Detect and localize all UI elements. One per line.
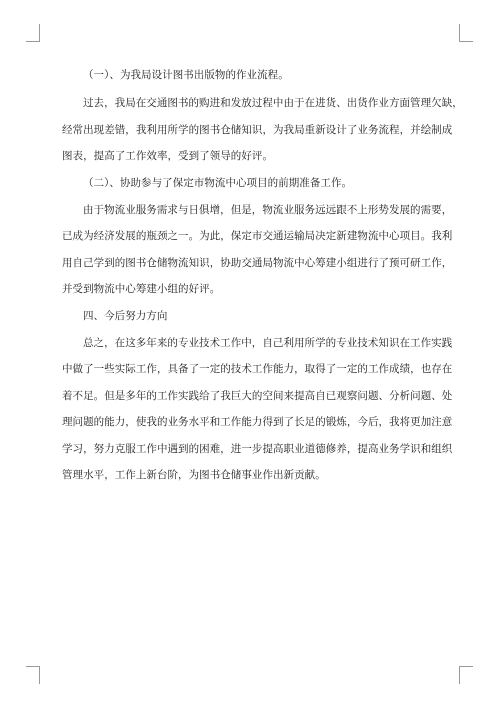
crop-mark-bottom-left	[26, 666, 40, 684]
paragraph-3-line-1: 总之，在这多年来的专业技术工作中，自己利用所学的专业技术知识在工作实践	[83, 337, 453, 349]
paragraph-1-line-1: 过去，我局在交通图书的购进和发放过程中由于在进货、出货作业方面管理欠缺，	[83, 97, 463, 109]
paragraph-2-line-1: 由于物流业服务需求与日俱增，但是，物流业服务远远跟不上形势发展的需要，	[83, 204, 453, 216]
crop-mark-bottom-right	[459, 666, 473, 684]
paragraph-2-line-3: 用自己学到的图书仓储物流知识，协助交通局物流中心筹建小组进行了预可研工作，	[62, 257, 453, 269]
section-heading-4: 四、今后努力方向	[83, 310, 168, 322]
paragraph-3-line-5: 学习，努力克服工作中遇到的困难，进一步提高职业道德修养，提高业务学识和组织	[62, 443, 453, 455]
paragraph-1-line-3: 图表，提高了工作效率，受到了领导的好评。	[62, 150, 273, 162]
paragraph-2-line-2: 已成为经济发展的瓶颈之一。为此，保定市交通运输局决定新建物流中心项目。我利	[62, 230, 453, 242]
paragraph-3-line-2: 中做了一些实际工作，具备了一定的技术工作能力，取得了一定的工作成绩，也存在	[62, 363, 453, 375]
crop-mark-top-right	[459, 24, 473, 42]
paragraph-1-line-2: 经常出现差错，我利用所学的图书仓储知识，为我局重新设计了业务流程，并绘制成	[62, 124, 453, 136]
paragraph-3-line-3: 着不足。但是多年的工作实践给了我巨大的空间来提高自已观察问题、分析问题、处	[62, 390, 453, 402]
section-heading-1: （一）、为我局设计图书出版物的作业流程。	[83, 69, 289, 81]
paragraph-2-line-4: 并受到物流中心筹建小组的好评。	[62, 283, 221, 295]
paragraph-3-line-4: 理问题的能力，使我的业务水平和工作能力得到了长足的锻炼，今后，我将更加注意	[62, 416, 453, 428]
crop-mark-top-left	[26, 24, 40, 42]
section-heading-2: （二）、协助参与了保定市物流中心项目的前期准备工作。	[83, 177, 353, 189]
paragraph-3-line-6: 管理水平，工作上新台阶，为图书仓储事业作出新贡献。	[62, 469, 326, 481]
